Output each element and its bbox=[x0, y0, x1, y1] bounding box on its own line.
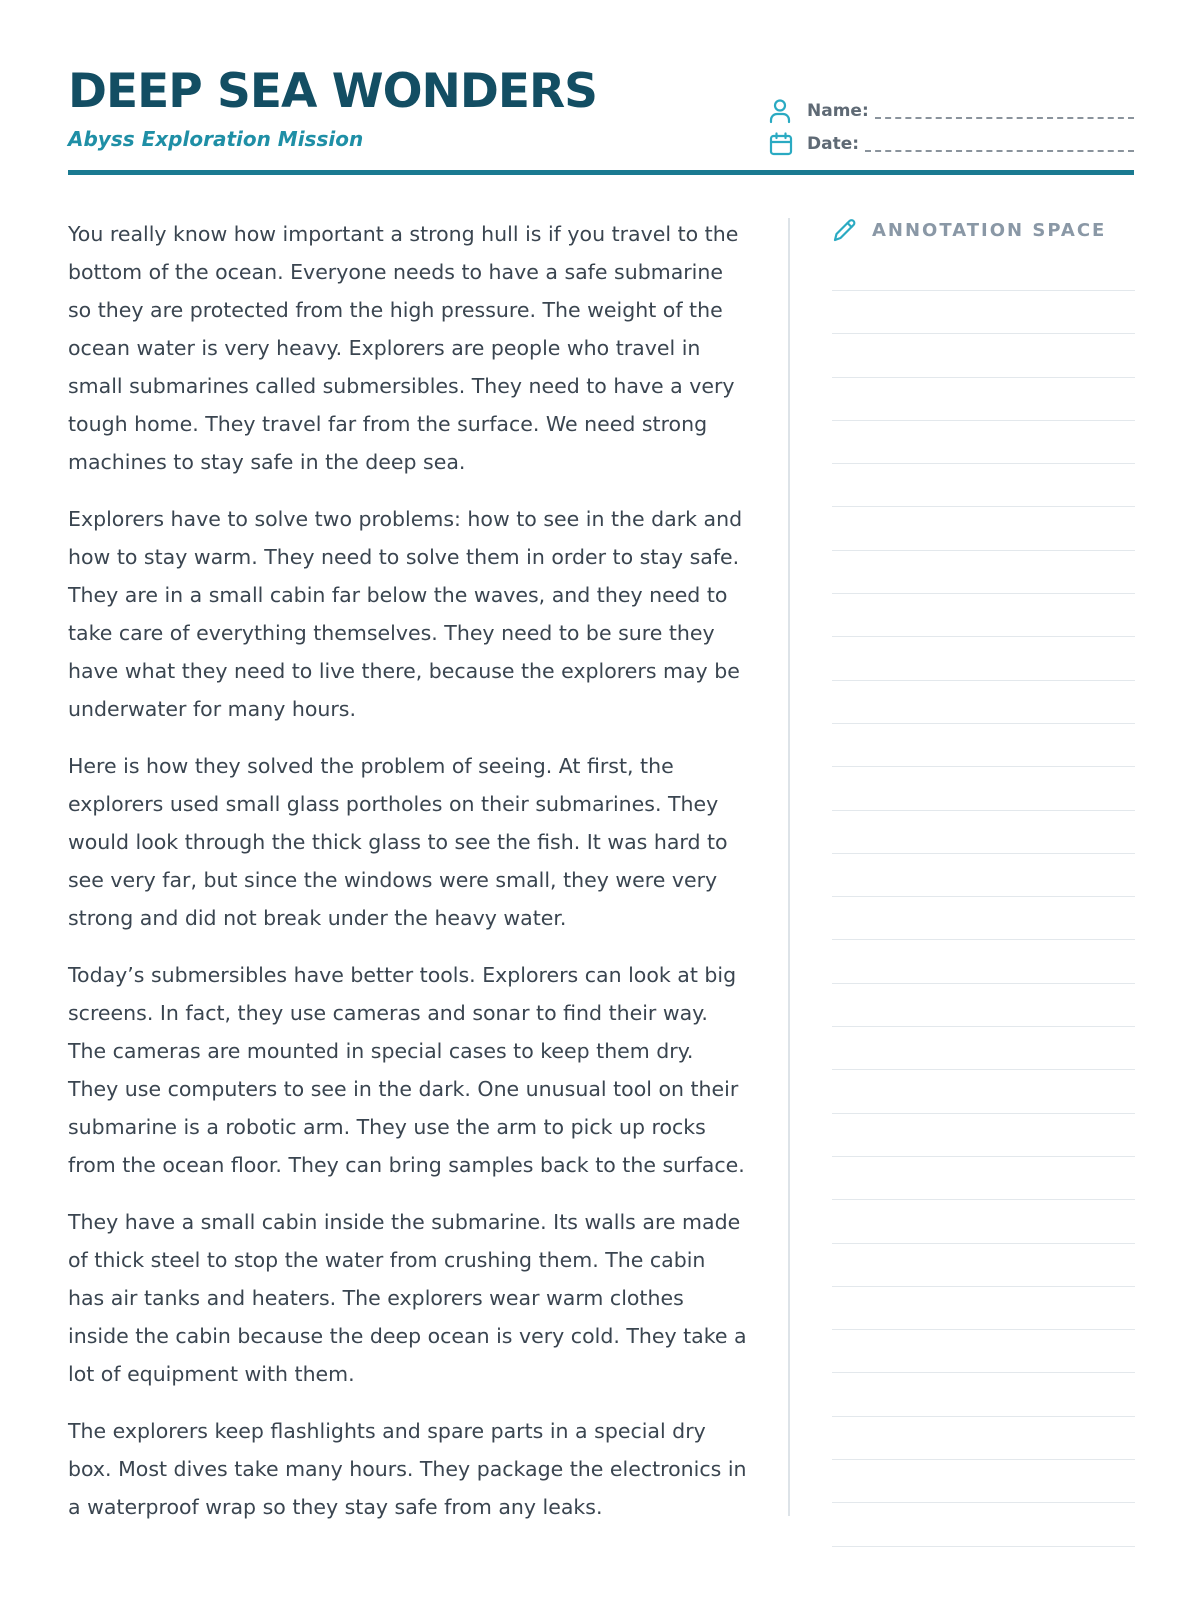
annotation-line[interactable] bbox=[832, 939, 1135, 982]
annotation-line[interactable] bbox=[832, 680, 1135, 723]
student-fields bbox=[769, 94, 1134, 160]
annotation-line[interactable] bbox=[832, 1156, 1135, 1199]
annotation-line[interactable] bbox=[832, 420, 1135, 463]
annotation-line[interactable] bbox=[832, 506, 1135, 549]
paragraph: Explorers have to solve two problems: how to see in the dark and how to stay warm. They need to solve them in order to stay safe. They are in a small cabin far below the waves, and they need to take care of everything themselves. They need to be sure they have what they need to live there, because the explorers may be underwater for many hours. bbox=[68, 507, 743, 721]
annotation-line[interactable] bbox=[832, 377, 1135, 420]
calendar-icon bbox=[769, 130, 797, 158]
date-field[interactable] bbox=[769, 127, 1134, 160]
annotation-line[interactable] bbox=[832, 1546, 1135, 1589]
annotation-line[interactable] bbox=[832, 333, 1135, 376]
annotation-line[interactable] bbox=[832, 1416, 1135, 1459]
paragraph: They have a small cabin inside the submarine. Its walls are made of thick steel to stop the water from crushing them. The cabin has air tanks and heaters. The explorers wear warm clothes inside the cabin because the deep ocean is very cold. They take a lot of equipment with them. bbox=[68, 1210, 747, 1386]
annotation-line[interactable] bbox=[832, 1459, 1135, 1502]
column-divider bbox=[788, 218, 790, 1516]
annotation-line[interactable] bbox=[832, 853, 1135, 896]
header-rule bbox=[68, 170, 1134, 175]
name-label: Name: bbox=[807, 100, 869, 121]
annotation-line[interactable] bbox=[832, 1113, 1135, 1156]
annotation-line[interactable] bbox=[832, 983, 1135, 1026]
worksheet-header bbox=[68, 62, 1134, 174]
annotation-line[interactable] bbox=[832, 1026, 1135, 1069]
annotation-line[interactable] bbox=[832, 1069, 1135, 1112]
pencil-icon bbox=[832, 217, 862, 243]
annotation-line[interactable] bbox=[832, 463, 1135, 506]
name-blank-line[interactable] bbox=[875, 102, 1134, 119]
annotation-line[interactable] bbox=[832, 1286, 1135, 1329]
paragraph: You really know how important a strong hull is if you travel to the bottom of the ocean. Everyone needs to have a safe submarine so they are protected from the high pressure. The weight of the ocean water is very heavy. Explorers are people who travel in small submarines called submersibles. They need to have a very tough home. They travel far from the surface. We need strong machines to stay safe in the deep sea. bbox=[68, 222, 739, 474]
annotation-line[interactable] bbox=[832, 810, 1135, 853]
annotation-line[interactable] bbox=[832, 550, 1135, 593]
annotation-line[interactable] bbox=[832, 1243, 1135, 1286]
reading-passage bbox=[68, 215, 748, 1545]
name-field[interactable] bbox=[769, 94, 1134, 127]
annotation-lines[interactable] bbox=[832, 290, 1135, 1589]
paragraph: The explorers keep flashlights and spare parts in a special dry box. Most dives take many hours. They package the electronics in a waterproof wrap so they stay safe from any leaks. bbox=[68, 1419, 747, 1519]
annotation-panel bbox=[832, 212, 1135, 248]
user-icon bbox=[769, 97, 797, 125]
paragraph: Today’s submersibles have better tools. Explorers can look at big screens. In fact, they use cameras and sonar to find their way. The cameras are mounted in special cases to keep them dry. They use computers to see in the dark. One unusual tool on their submarine is a robotic arm. They use the arm to pick up rocks from the ocean floor. They can bring samples back to the surface. bbox=[68, 963, 745, 1177]
annotation-title: ANNOTATION SPACE bbox=[872, 219, 1107, 241]
annotation-line[interactable] bbox=[832, 290, 1135, 333]
annotation-line[interactable] bbox=[832, 896, 1135, 939]
date-blank-line[interactable] bbox=[865, 135, 1134, 152]
annotation-line[interactable] bbox=[832, 1372, 1135, 1415]
annotation-line[interactable] bbox=[832, 636, 1135, 679]
page-subtitle: Abyss Exploration Mission bbox=[68, 127, 364, 151]
paragraph: Here is how they solved the problem of seeing. At first, the explorers used small glass portholes on their submarines. They would look through the thick glass to see the fish. It was hard to see very far, but since the windows were small, they were very strong and did not break under the heavy water. bbox=[68, 754, 728, 930]
annotation-line[interactable] bbox=[832, 766, 1135, 809]
annotation-line[interactable] bbox=[832, 593, 1135, 636]
annotation-line[interactable] bbox=[832, 723, 1135, 766]
annotation-line[interactable] bbox=[832, 1502, 1135, 1545]
annotation-line[interactable] bbox=[832, 1199, 1135, 1242]
annotation-header bbox=[832, 212, 1135, 248]
date-label: Date: bbox=[807, 133, 860, 154]
page-title: DEEP SEA WONDERS bbox=[68, 64, 598, 119]
annotation-line[interactable] bbox=[832, 1329, 1135, 1372]
